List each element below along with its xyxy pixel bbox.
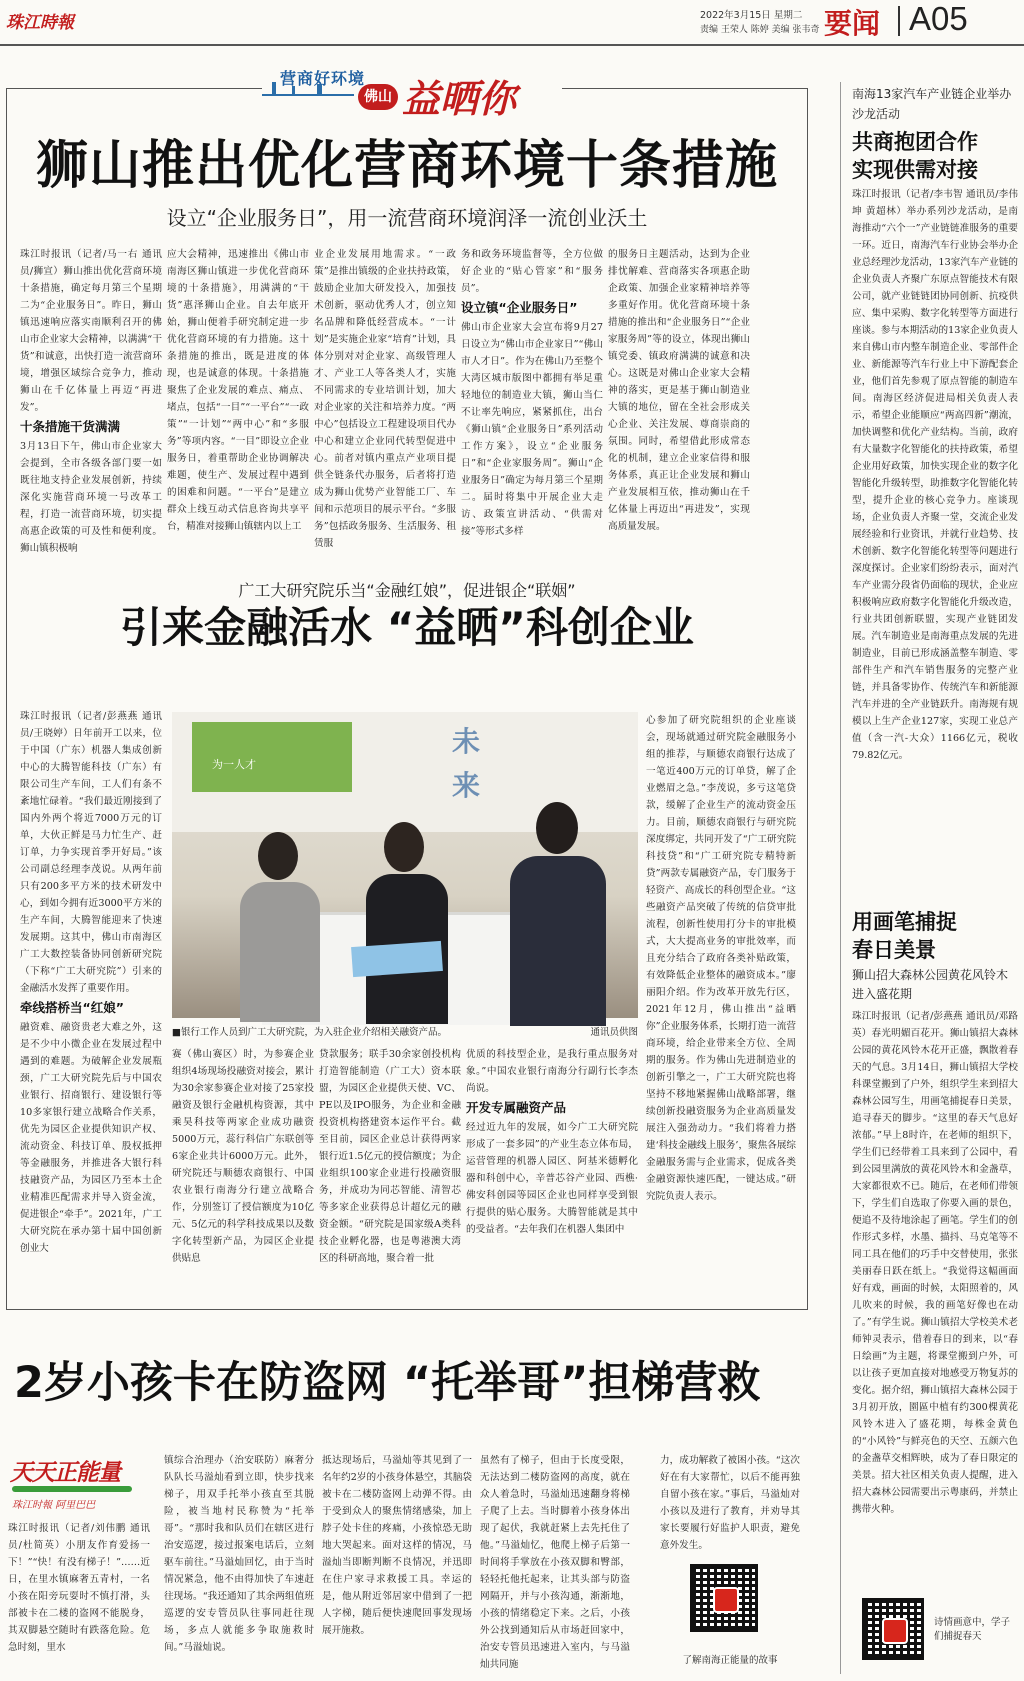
article1-col2: 应大会精神，迅速推出《佛山市南海区狮山镇进一步优化营商环境的十条措施》，用满满的“干货”惠泽狮山企业。自去年底开始，狮山便着手研究制定进一步优化营商环境的有力措施。这十条措施的推出，既是进度的体现，也是诚意的体现。十条措施聚焦了企业发展的难点、痛点、堵点，包括“一目”“一平台”“一政策”“一计划”“两中心”和“多服务”等项内容。“一目”即设立企业服务日，着重帮助企业协调解决难题，使生产、发展过程中遇到的困难和问题。“一平台”是建立群众上线互动式信息咨询共享平台，精准对接狮山镇辖内以上工 xyxy=(167,249,309,532)
sidebar1-kicker: 南海13家汽车产业链企业举办沙龙活动 xyxy=(852,87,1012,121)
article1-subheadline: 设立“企业服务日”，用一流营商环境润泽一流创业沃土 xyxy=(166,206,648,230)
article1-subhead-1: 十条措施干货满满 xyxy=(20,419,121,434)
article3-col3: 抵达现场后，马溢灿等其见到了一名年约2岁的小孩身体悬空，其脑袋被卡在二楼防盗网上动弹不得。由于受到众人的聚焦情绪感染，加上脖子处卡住的疼痛，小孩惊恐无助地大哭起来。面对这样的情况，马溢灿当即断判断不良情况，并迅即在住户家寻求救援工具。幸运的是，他从附近邻居家中借到了一把人字梯，随后便快速爬回事发现场展开施救。 xyxy=(322,1455,473,1636)
article3-col4: 虽然有了梯子，但由于长度受限，无法达到二楼防盗网的高度，就在众人着急时，马溢灿迅速翻身将梯子爬了上去。当时脚着小孩身体出现了起伏，我就赶紧上去先托住了他。”马溢灿忆，他爬上梯子后第一时间将手掌放在小孩双脚和臀部，轻轻托他托起来，让其头部与防盗网隔开，并与小孩沟通，渐渐地，小孩的情绪稳定下来。之后，小孩外公找到通知后从市场赶回家中，治安专管员迅速进入室内，与马溢灿共同施 xyxy=(480,1455,630,1670)
masthead xyxy=(0,0,1024,44)
article2-col5: 心参加了研究院组织的企业座谈会，现场就通过研究院金融服务小组的推荐，与顺德农商银行达成了一笔近400万元的订单贷，解了企业燃眉之急。”李茂说，多亏这笔贷款，缓解了企业生产的流动资金压力。目前，顺德农商银行与研究院深度绑定，共同开发了“广工研究院科技贷”和“广工研究院专精特新贷”两款专属融资产品，专门服务于轻资产、高成长的科创型企业。“这些融资产品突破了传统的信贷审批流程，创新性使用打分卡的审批模式，大大提高业务的审批效率，而且充分结合了政府各类补贴政策，有效降低企业整体的融资成本。”廖丽阳介绍。作为改革开放先行区，2021年12月，佛山推出“益晒你”企业服务体系，长期打造一流营商环境，给企业带来全方位、全周期的服务。作为佛山先进制造业的创新引擎之一，广工大研究院也将坚持不移地紧握佛山战略部署，继续创新投融资服务为企业高质量发展注入强劲动力。“我们将着力搭建‘科技金融线上服务’，聚焦各展综金融服务需与企业需求，促成各类金融资源快速匹配，一键达成。”研究院负责人表示。 xyxy=(646,715,797,1202)
article2-col4-para: 优质的科技型企业，是我行重点服务对象。”中国农业银行南海分行副行长李杰尚说。 xyxy=(466,1049,638,1094)
qr-logo-icon xyxy=(713,1587,739,1613)
article2-col1 xyxy=(20,708,162,1290)
sidebar-divider xyxy=(840,82,841,1674)
article2-lead: 珠江时报讯（记者/彭燕燕 通讯员/王晓婷）日年前开工以来，位于中国（广东）机器人集成创新中心的大腾智能科技（广东）有限公司生产车间，工人们有条不紊地忙碌着。“我们最近刚接到了国内外两个将近7000万元的订单，大伙正鲜是马力忙生产、赶订单，力争实现首季开好局。”该公司副总经理李茂说。从两年前只有200多平方米的技术研发中心，到如今拥有近3000平方米的生产车间，大腾智能迎来了快速发展期。这其中，佛山市南海区广工大数控装备协同创新研究院（下称“广工大研究院”）引来的金融活水发挥了重要作用。 xyxy=(20,711,162,994)
photo-sign-text-2: 未来 xyxy=(452,725,481,802)
campaign-banner xyxy=(262,62,562,124)
article1-headline: 狮山推出优化营商环境十条措施 xyxy=(35,136,778,196)
sidebar2-deck: 狮山招大森林公园黄花风铃木进入盛花期 xyxy=(852,968,1009,1001)
article2-col4-para2: 经过近九年的发展，如今广工大研究院形成了一套多园”的产业生态立体布局，运营管理的机器人园区、阿基米德孵化器和科创中心，辛普芯谷产业园、西樵·佛安科创园等园区企业也同样享受到银行提供的贴心服务。大腾智能就是其中的受益者。“去年我们在机器人集团中 xyxy=(466,1122,638,1235)
sidebar2-qr-caption: 诗情画意中，学子们捕捉春天 xyxy=(934,1617,1011,1642)
article1-col3: 业企业发展用地需求。“一政策”是推出镇级的企业扶持政策，鼓励企业加大研发投入，加强技术创新，驱动优秀人才，创立知名品牌和降低经营成本。“一计划”是实施企业家“培育”计划，具体分别对对企业家、高级管理人才、产业工人等各类人才，实施不同需求的专业培训计划，加大对企业家的关注和培养力度。“两中心”包括设立工程建设项目代办中心和建立企业同代转型促进中心。前者对镇内重点产业项目提供全链条代办服务，后者将打造成为狮山优势产业智能工厂、车间和示范项目的展示平台。“多服务”包括政务服务、生活服务、租赁服 xyxy=(314,249,456,549)
masthead-divider xyxy=(898,6,900,36)
photo-caption: ■银行工作人员到广工大研究院，为入驻企业介绍相关融资产品。 xyxy=(172,1027,447,1038)
sidebar1-headline: 共商抱团合作 实现供需对接 xyxy=(852,130,978,182)
article1-col1-para: 3月13日下午，佛山市企业家大会提到，全市各级各部门要一如既往地支持企业发展创新，持续深化实施营商环境一号改革工程，打造一流营商环境，切实提高惠企政策的可及性和便利度。狮山镇积极响 xyxy=(20,441,162,554)
logo-swoosh xyxy=(12,1486,132,1492)
article1-col4-para2: 佛山市企业家大会宣布将9月27日设立为“佛山市企业家日”“佛山市人才日”。作为在佛山乃至整个大湾区城市版图中都拥有举足重轻地位的制造业大镇，狮山当仁不让率先响应，紧紧抓住，出台《狮山镇“企业服务日”系列活动工作方案》，设立“企业服务日”和“企业家服务周”。狮山“企业服务日”确定为每月第三个星期二。届时将集中开展企业大走访、政策宣讲活动、“供需对接”等形式多样 xyxy=(461,322,603,537)
article3-headline: 2岁小孩卡在防盗网 “托举哥”担梯营救 xyxy=(14,1358,761,1408)
article2-col2: 赛（佛山赛区）时，为参赛企业组织4场现场投融资对接会，累计为30余家参赛企业对接了25家投融资及银行金融机构资源，其中乘昊科技等两家企业成功融资5000万元，蕊行科信广东联创等6家企业共计6000万元。此外，研究院还与顺德农商银行、中国农业银行南海分行建立战略合作，分别签订了授信额度为10亿元、5亿元的科学科技成果以及数字化转型新产品，为园区企业提供贴息 xyxy=(172,1049,314,1264)
article2-photo xyxy=(172,712,638,1018)
banner-right-text: 益晒你 xyxy=(402,76,517,121)
issue-date: 2022年3月15日 星期二 xyxy=(700,10,803,21)
sidebar2-headline: 用画笔捕捉 春日美景 xyxy=(852,910,957,962)
editors-line: 责编 王荣人 陈婷 美编 张韦奇 xyxy=(700,25,820,35)
article1-subhead-2: 设立镇“企业服务日” xyxy=(461,300,578,315)
logo-main-text: 天天正能量 xyxy=(10,1460,120,1486)
sidebar2-qr-code[interactable] xyxy=(862,1598,924,1660)
logo-sub-text: 珠江时報 阿里巴巴 xyxy=(12,1500,96,1511)
photo-person-middle xyxy=(360,822,452,1018)
sidebar2-body: 珠江时报讯（记者/彭燕燕 通讯员/邓路英）春光明媚百花开。狮山镇招大森林公园的黄花风铃木花开正盛，飘散着春天的气息。3月14日，狮山镇招大学校科课堂搬到了户外，组织学生来到招大森林公园写生，用画笔捕捉春日美景，追寻春天的脚步。“这里的春天气息好浓郁。”早上8时许，在老师的组织下，学生们已经带着工具来到了公园中，看到公园里满放的黄花风铃木和金盏草，大家都很欢不已。随后，在老师们带领下，学生们自选取了你要入画的景色，便追不及待地涂起了画笔。学生们的创作形式多样，水墨、描抖、马克笔等不同工具在他们的巧手中交替使用，张张美丽春日跃在纸上。“我觉得这幅画面好有戏，画面的时候，太阳照着的，风儿吹来的时候，我的画笔好像也在动了。”有学生说。狮山镇招大学校美术老师钟灵表示，借着春日的到来，以“春日绘画”为主题，将课堂搬到户外，可以让孩子更加直接对地感受万物复苏的变化。据介绍，狮山镇招大森林公园于3月初开放，園區中植有约300棵黄花风铃木进入了盛花期，每株金黄色的“小风铃”与鲜亮色的天空、五颜六色的金盏草交相辉映，成为了春日限定的美景。招大社区相关负责人提醒，进入招大森林公园需要出示粤康码，并禁止携带火种。 xyxy=(852,1011,1018,1515)
positive-energy-logo xyxy=(8,1452,148,1516)
article1-col1 xyxy=(20,246,162,554)
qr-logo-icon xyxy=(882,1618,908,1644)
article1-col4-para: 务和政务环境监督等，全方位做好企业的“贴心管家”和“服务员”。 xyxy=(461,249,603,294)
article2-kicker: 广工大研究院乐当“金融红娘”，促进银企“联姻” xyxy=(238,581,576,600)
article2-col3: 贷款服务；联手30余家创投机构打造智能制造（广工大）资本联盟，为园区企业提供天使、VC、PE以及IPO服务，为企业和金融投资机构搭建资本运作平台。截至目前，园区企业总计获得两家银行近1.5亿元的授信额度；为企业组织100家企业进行投融资服务，并成功为同芯智能、清智芯等多家企业获得总计超亿元的融资金额。“研究院是国家级A类科技企业孵化器，也是粤港澳大湾区的科研高地，聚合着一批 xyxy=(319,1049,461,1264)
article1-col5: 的服务日主题活动，达到为企业排忧解难、营商落实各项惠企助企政策、加强企业家精神培养等多重好作用。优化营商环境十条措施的推出和“企业服务日”“企业家服务周”等的设立，体现出狮山镇党委、镇政府满满的诚意和决心。这既是对佛山企业家大会精神的落实，更是基于狮山制造业大镇的地位，留在全社会形成关心企业、关注发展、尊商崇商的氛围。同时，希望借此形成常态化的机制，建立企业家信得和服务体系，真正让企业发展和狮山产业发展相互依，推动狮山在千亿体量上再迈出“再进发”，实现高质量发展。 xyxy=(608,249,750,532)
masthead-rule xyxy=(0,44,1024,46)
banner-badge: 佛山 xyxy=(358,84,398,110)
sidebar1-body: 珠江时报讯（记者/李韦智 通讯员/李伟坤 黄超林）举办系列沙龙活动，是南海推动“六个一”产业链链准服务的重要一环。近日，南海汽车行业协会举办企业总经理沙龙活动，13家汽车产业链的企业负责人齐聚广东原点智能技术有限公司，就产业链链团协同创新、抗疫供应、集中采购、数字化转型等方面进行座谈。参与本期活动的13家企业负责人来自佛山市内整车制造企业、零部件企业、新能源等汽车行业上中下游配套企业，他们首先参观了原点智能的制造车间。南海区经济促进局相关负责人表示，希望企业能顺应“两高四新”潮流，加快调整和优化产业结构。当前，政府有大量数字化智能化的扶持政策，希望企业用好政策，加快实现企业的数字化智能化升级转型，助推数字化智能化转型，提升企业的核心竞争力。座谈现场，企业负责人齐聚一堂，交流企业发展经验和行业资讯，并就行业趋势、技术创新、数字化智能化转型等问题进行深度探讨。企业家们纷纷表示，面对汽车产业需分段省仍面临的现状，企业应积极响应政府数字化智能化升级改造，行业共团创新联盟，实现产业链团发展。汽车制造业是南海重点发展的先进制造业，目前已形成涵盖整车制造、零部件生产和汽车销售服务的完整产业链，并具备零协作、传统汽车和新能源汽车并进的全产业链跃升。南海规有规模以上生产企业127家，实现工业总产值（含一汽-大众）1166亿元，税收79.82亿元。 xyxy=(852,189,1018,761)
photo-person-right xyxy=(502,802,612,1018)
article3-qr-code[interactable] xyxy=(690,1564,758,1632)
article1-lead: 珠江时报讯（记者/马一右 通讯员/狮宣）狮山推出优化营商环境十条措施，确定每月第三个星期二为“企业服务日”。昨日，狮山镇迅速响应落实南顺利召开的佛山市企业家大会精神，以满满“干货”和诚意，出快打造一流营商环境，增强区域综合竞争力，推动狮山在千亿体量上再迈“再进发”。 xyxy=(20,249,162,413)
article3-col1: 珠江时报讯（记者/刘伟鹏 通讯员/杜简英）小朋友作育爱扬一下！”“快！有没有梯子！”……近日，在里水镇麻奢五青村，一名小孩在阳旁玩耍时不慎打滑，头部被卡在二楼的盗网不能脱身，其双脚悬空随时有跌落危险。危急时刻，里水 xyxy=(8,1523,150,1653)
article2-subhead-2: 开发专属融资产品 xyxy=(466,1100,567,1115)
banner-left-text: 营商好环境 xyxy=(280,69,366,88)
photo-sign-text-1: 为一人才 xyxy=(212,758,256,771)
photo-person-left xyxy=(232,832,324,1018)
page-number: A05 xyxy=(909,0,968,37)
photo-credit: 通讯员供图 xyxy=(590,1027,638,1038)
article2-headline: 引来金融活水 “益晒”科创企业 xyxy=(120,603,694,652)
photo-document xyxy=(351,941,443,977)
article3-col5: 力，成功解救了被困小孩。“这次好在有大家帮忙，以后不能再独自留小孩在家。”事后，马溢灿对小孩以及进行了教育，并劝导其家长要履行好监护人职责，避免意外发生。 xyxy=(660,1455,800,1551)
article3-col2: 镇综合治理办（治安联防）麻奢分队队长马溢灿看到立即，快步找来梯子，用双手托举小孩直至其脱险，被当地村民称赞为“托举哥”。“那时我和队员们在辖区进行治安巡逻，接过报案电话后，立刻驱车前往。”马溢灿回忆，由于当时情况紧急，他不由得加快了车速赶往现场。“我还通知了其余两组值班巡逻的安专管员队往事同赶往现场，多点人就能多争取施救时间。”马溢灿说。 xyxy=(164,1455,314,1653)
article3-qr-caption: 了解南海正能量的故事 xyxy=(682,1655,778,1666)
article2-col4 xyxy=(466,1046,638,1290)
article2-col1-para: 融资难、融资贵老大难之外，这是不少中小微企业在发展过程中遇到的难题。为破解企业发展瓶颈，广工大研究院先后与中国农业银行、招商银行、建设银行等10多家银行建立战略合作关系，优先为园区企业提供知识产权、流动资金、科技订单、股权抵押等金融服务，并推进各大银行科技融资产品，为园区乃至本土企业精准匹配需求并导入资金流，促进银企“牵手”。2021年，广工大研究院在承办第十届中国创新创业大 xyxy=(20,1022,162,1254)
article1-col4 xyxy=(461,246,603,536)
paper-logo: 珠江時報 xyxy=(6,13,74,33)
section-name: 要闻 xyxy=(824,7,881,40)
article2-subhead-1: 牵线搭桥当“红娘” xyxy=(20,1000,124,1015)
